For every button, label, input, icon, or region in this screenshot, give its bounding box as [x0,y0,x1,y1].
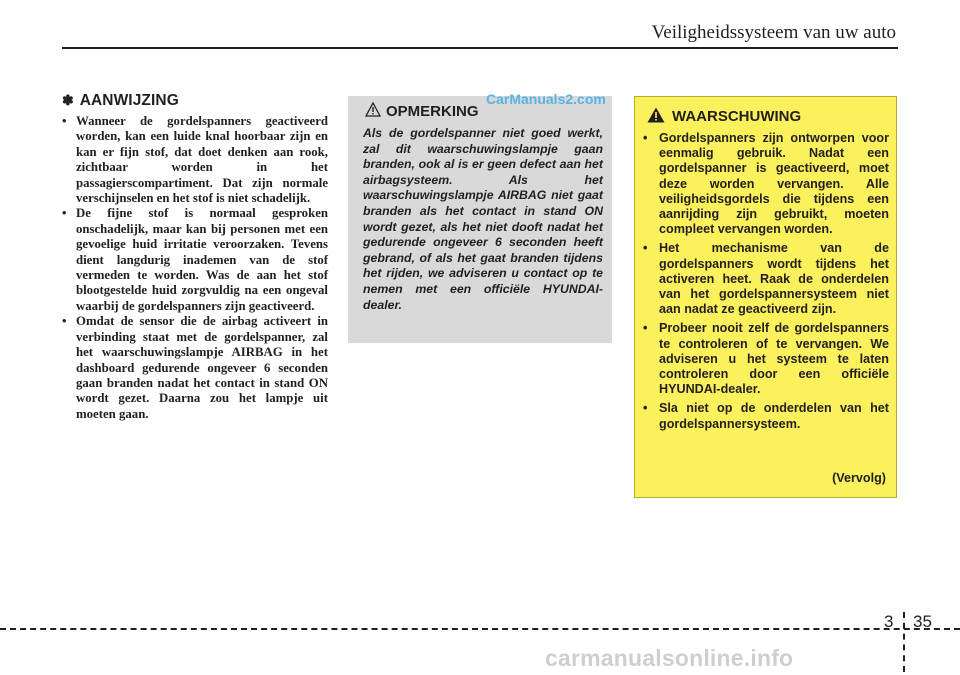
notice-item: • De fijne stof is normaal gesproken onschadelijk, maar kan bij personen met een gevoelige huid irritatie veroorzaken. Tevens dient langdurig inademen van de stof vermeden te worden. Was de aan het stof blootgestelde huid zorgvuldig na een ongeval waarbij de gordelspanners zijn geactiveerd. [62,206,328,314]
notice-mark-icon: ✽ [62,92,74,108]
notice-section [62,92,328,422]
caution-triangle-icon [365,102,381,117]
warning-title: WAARSCHUWING [672,108,802,125]
caution-heading [365,102,479,120]
footer-rule [0,628,960,630]
notice-title: AANWIJZING [79,92,179,109]
page-number: 35 [913,612,932,631]
notice-heading [62,92,328,110]
caution-title: OPMERKING [386,103,479,120]
watermark-link[interactable]: CarManuals2.com [486,91,606,107]
warning-item: • Gordelspanners zijn ontworpen voor eenmalig gebruik. Nadat een gordelspanner is geactiveerd, moet deze worden vervangen. Alle veiligheidsgordels die tijdens een aanrijding zijn gebruikt, moeten compleet vervangen worden. [643,131,889,237]
footer-watermark: carmanualsonline.info [545,645,794,671]
notice-list [62,114,328,422]
caution-box [348,96,612,343]
warning-item: • Sla niet op de onderdelen van het gordelspannersysteem. [643,401,889,431]
warning-triangle-icon [647,107,665,123]
notice-item: • Wanneer de gordelspanners geactiveerd worden, kan een luide knal hoorbaar zijn en kan er fijn stof, dat doet denken aan rook, zichtbaar worden in het passagierscompartiment. Dat zijn normale verschijnselen en het stof is niet schadelijk. [62,114,328,206]
chapter-number: 3 [884,612,894,631]
continued-label: (Vervolg) [832,471,886,485]
warning-box [634,96,897,498]
warning-item: • Het mechanisme van de gordelspanners wordt tijdens het activeren heet. Raak de onderdelen van het gordelspannersysteem niet aan nadat ze geactiveerd zijn. [643,241,889,317]
notice-item: • Omdat de sensor die de airbag activeert in verbinding staat met de gordelspanner, zal het waarschuwingslampje AIRBAG in het dashboard gedurende ongeveer 6 seconden gaan branden nadat het contact in stand ON wordt gezet. Daarna zou het lampje uit moeten gaan. [62,314,328,422]
warning-heading [647,107,801,125]
header-rule [62,47,898,49]
warning-item: • Probeer nooit zelf de gordelspanners te controleren of te vervangen. We adviseren u het systeem te laten controleren door een officiële HYUNDAI-dealer. [643,321,889,397]
page-number-separator [903,612,905,672]
caution-text: Als de gordelspanner niet goed werkt, zal dit waarschuwingslampje gaan branden, ook al is er geen defect aan het airbagsysteem. Als het waarschuwingslampje AIRBAG niet gaat branden als het contact in stand ON wordt gezet, als het niet dooft nadat het gedurende ongeveer 6 seconden heeft gebrand, of als het gaat branden tijdens het rijden, we adviseren u contact op te nemen met een officiële HYUNDAI-dealer. [363,126,603,312]
warning-list [643,131,889,436]
page-header-title: Veiligheidssysteem van uw auto [651,22,896,43]
